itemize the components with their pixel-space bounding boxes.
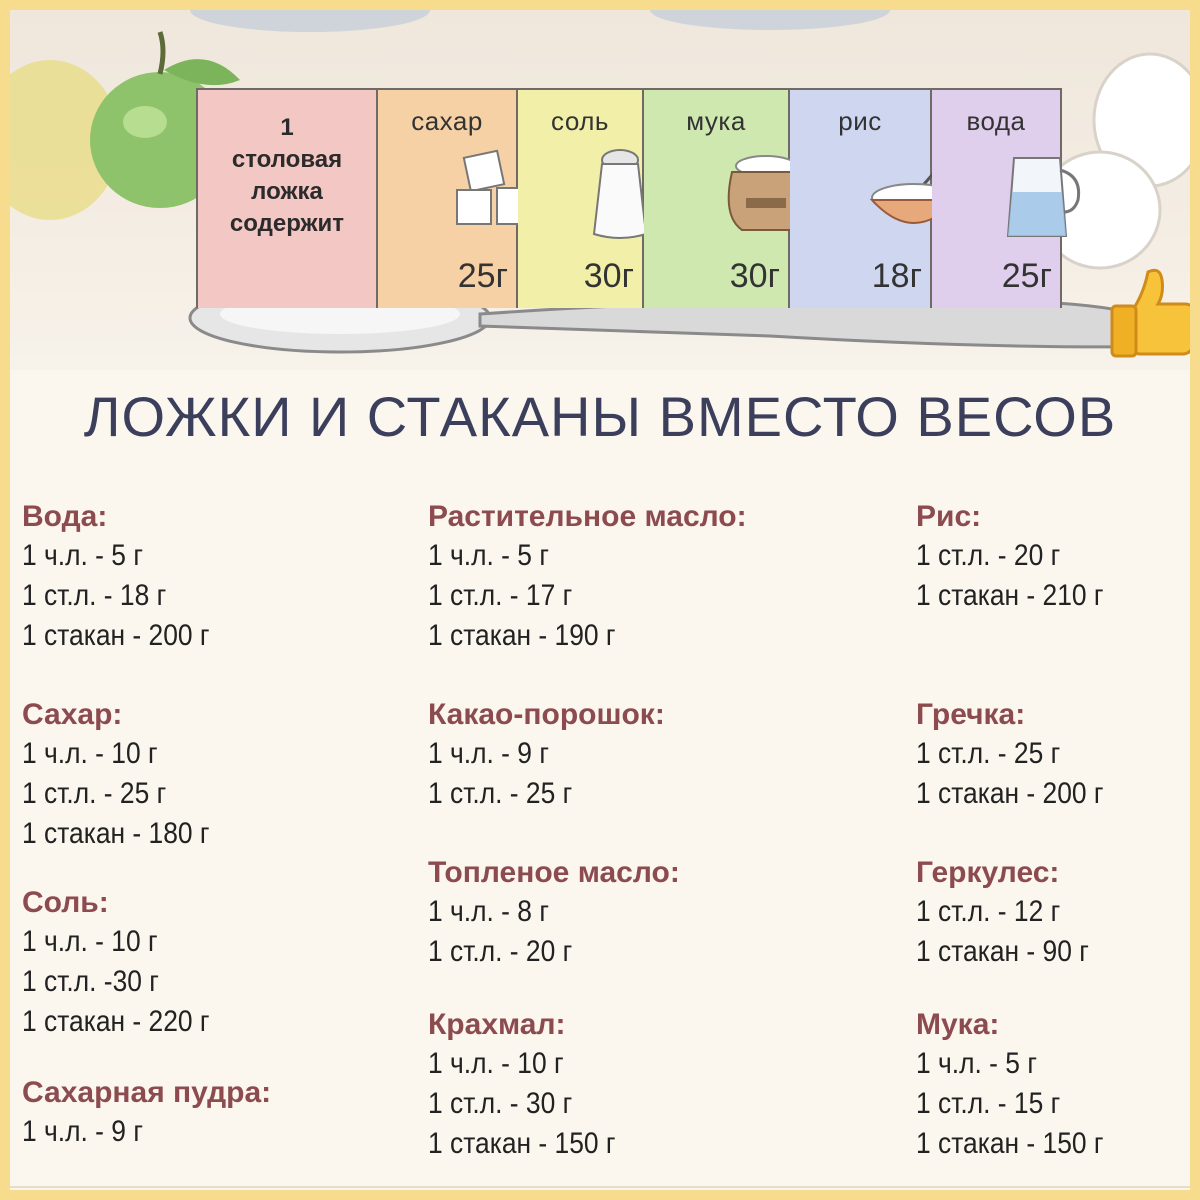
ingredient-value: 18г [871,257,922,295]
ingredient-label: вода [966,106,1026,136]
ingredient-label: сахар [411,106,483,136]
group-line: 1 ч.л. - 5 г [916,1047,1037,1080]
group-line: 1 ст.л. - 25 г [22,777,167,810]
ingredient-cell-flour [644,88,790,308]
ingredient-label: рис [838,106,882,136]
group-line: 1 ст.л. - 20 г [428,935,573,968]
ingredient-label: соль [551,106,609,136]
group-line: 1 ст.л. - 12 г [916,895,1061,928]
group-line: 1 ч.л. - 9 г [428,737,549,770]
group-ghee [428,854,747,972]
group-line: 1 ч.л. - 9 г [22,1115,143,1148]
ingredient-value: 25г [457,257,508,295]
group-line: 1 ст.л. - 30 г [428,1087,573,1120]
group-line: 1 стакан - 150 г [428,1127,616,1160]
group-line: 1 стакан - 200 г [916,777,1104,810]
group-salt [22,884,271,1042]
ingredient-cell-water [932,88,1062,308]
ingredient-value: 30г [729,257,780,295]
group-line: 1 ст.л. - 17 г [428,579,573,612]
group-line: 1 стакан - 190 г [428,619,616,652]
intro-line-3: ложка [251,178,323,205]
column-3 [916,498,1129,1184]
group-powdered-sugar [22,1074,271,1152]
group-title: Растительное масло: [428,500,747,533]
group-water [22,498,271,656]
ingredient-cell-salt [518,88,644,308]
intro-line-2: столовая [231,146,343,173]
group-title: Соль: [22,886,109,919]
group-sugar [22,696,271,854]
spoon-illustration [10,10,1190,370]
group-buckwheat [916,696,1129,814]
bottom-divider [10,1186,1190,1188]
group-oats [916,854,1129,972]
group-line: 1 ст.л. - 18 г [22,579,167,612]
intro-cell [196,88,378,308]
page-title: ЛОЖКИ И СТАКАНЫ ВМЕСТО ВЕСОВ [83,385,1117,448]
group-line: 1 ст.л. -30 г [22,965,159,998]
group-cocoa [428,696,747,814]
group-title: Вода: [22,500,108,533]
group-line: 1 стакан - 210 г [916,579,1104,612]
group-line: 1 стакан - 200 г [22,619,210,652]
ingredient-value: 30г [583,257,634,295]
group-line: 1 ч.л. - 8 г [428,895,549,928]
group-line: 1 ст.л. - 15 г [916,1087,1061,1120]
group-starch [428,1006,747,1164]
group-title: Какао-порошок: [428,698,665,731]
ingredient-cell-rice [790,88,932,308]
group-line: 1 стакан - 220 г [22,1005,210,1038]
group-line: 1 стакан - 150 г [916,1127,1104,1160]
group-line: 1 ч.л. - 10 г [22,737,158,770]
group-flour [916,1006,1129,1164]
group-title: Рис: [916,500,982,533]
group-line: 1 ст.л. - 20 г [916,539,1061,572]
group-line: 1 ч.л. - 5 г [428,539,549,572]
group-title: Топленое масло: [428,856,680,889]
group-line: 1 ч.л. - 5 г [22,539,143,572]
ingredient-cell-sugar [378,88,518,308]
group-line: 1 ст.л. - 25 г [916,737,1061,770]
group-vegetable-oil [428,498,747,656]
group-title: Сахарная пудра: [22,1076,272,1109]
group-title: Сахар: [22,698,123,731]
column-2 [428,498,747,1184]
group-line: 1 ст.л. - 25 г [428,777,573,810]
group-rice [916,498,1129,616]
group-line: 1 стакан - 180 г [22,817,210,850]
group-line: 1 ч.л. - 10 г [22,925,158,958]
spoon-content-table [196,88,1062,308]
ingredient-value: 25г [1001,257,1052,295]
column-1 [22,498,271,1172]
group-title: Мука: [916,1008,1000,1041]
group-title: Геркулес: [916,856,1060,889]
group-line: 1 ч.л. - 10 г [428,1047,564,1080]
thumbs-up-icon [1104,262,1200,362]
intro-line-4: содержит [229,210,345,237]
intro-line-1: 1 [280,114,294,141]
group-title: Крахмал: [428,1008,566,1041]
intro-text [198,90,376,240]
group-line: 1 стакан - 90 г [916,935,1089,968]
group-title: Гречка: [916,698,1026,731]
ingredient-label: мука [686,106,746,136]
